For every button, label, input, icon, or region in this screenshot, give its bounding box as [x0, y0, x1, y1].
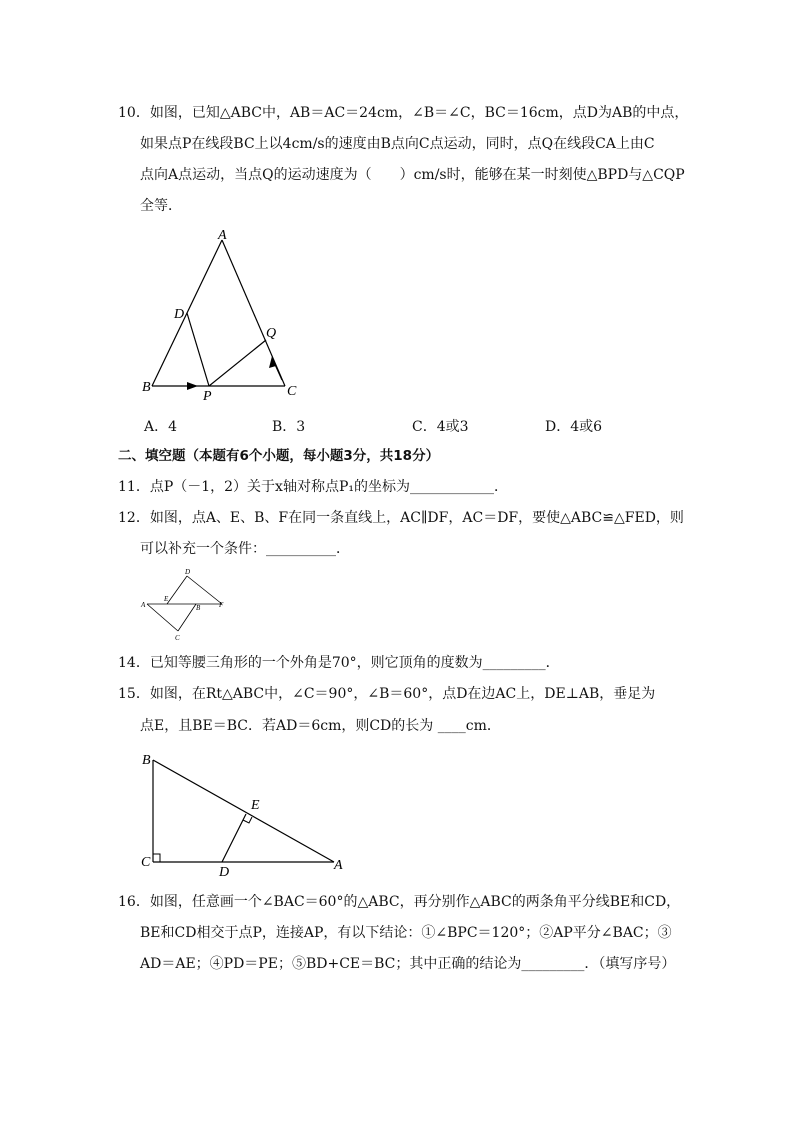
q10-line-3: 点向A点运动，当点Q的运动速度为（ ）cm/s时，能够在某一时刻使△BPD与△CQP: [140, 167, 685, 183]
q12-label-B: B: [196, 604, 201, 612]
q12-line-2: 可以补充一个条件：__________．: [140, 541, 350, 557]
q10-label-C: C: [287, 384, 297, 399]
q10-option-d[interactable]: D．4或6: [545, 419, 603, 435]
q15-label-C: C: [141, 855, 151, 870]
q15-line-1: 15．如图，在Rt△ABC中，∠C＝90°，∠B＝60°，点D在边AC上，DE⊥AB，垂足为: [118, 686, 656, 702]
q14-text: 14．已知等腰三角形的一个外角是70°，则它顶角的度数为_________．: [118, 655, 560, 671]
q16-line-2: BE和CD相交于点P，连接AP，有以下结论：①∠BPC＝120°；②AP平分∠BAC；③: [140, 925, 672, 941]
q10-option-b[interactable]: B．3: [272, 419, 306, 435]
q15-label-B: B: [142, 753, 151, 768]
q12-label-F: F: [219, 601, 224, 609]
q10-option-a[interactable]: A．4: [144, 419, 178, 435]
q10-line-1: 10．如图，已知△ABC中，AB＝AC＝24cm，∠B＝∠C，BC＝16cm，点D为AB的中点，: [118, 105, 689, 121]
q16-line-3: AD＝AE；④PD＝PE；⑤BD+CE＝BC；其中正确的结论为_________．（填写序号）: [140, 956, 676, 972]
q16-line-1: 16．如图，任意画一个∠BAC＝60°的△ABC，再分别作△ABC的两条角平分线BE和CD，: [118, 894, 681, 910]
q11-text: 11．点P（－1，2）关于x轴对称点P₁的坐标为____________．: [118, 479, 508, 495]
q15-label-E: E: [251, 798, 260, 813]
q15-label-A: A: [334, 858, 343, 873]
q15-line-2: 点E，且BE＝BC．若AD＝6cm，则CD的长为 ____cm．: [140, 718, 501, 734]
q10-label-B: B: [142, 380, 151, 395]
q12-label-A: A: [141, 601, 146, 609]
q10-line-2: 如果点P在线段BC上以4cm/s的速度由B点向C点运动，同时，点Q在线段CA上由C: [140, 136, 655, 152]
q10-label-Q: Q: [266, 326, 277, 341]
q10-option-c[interactable]: C．4或3: [412, 419, 469, 435]
q10-label-A: A: [218, 228, 227, 243]
q12-line-1: 12．如图，点A、E、B、F在同一条直线上，AC∥DF，AC＝DF，要使△ABC≌△FED，则: [118, 510, 684, 526]
q12-label-D: D: [185, 568, 191, 576]
q12-label-E: E: [164, 595, 169, 603]
section-2-heading: 二、填空题（本题有6个小题，每小题3分，共18分）: [118, 448, 440, 464]
q10-label-D: D: [174, 307, 185, 322]
q12-label-C: C: [175, 634, 180, 642]
q15-label-D: D: [219, 865, 230, 880]
q10-line-4: 全等．: [140, 198, 182, 214]
q10-label-P: P: [203, 389, 212, 404]
